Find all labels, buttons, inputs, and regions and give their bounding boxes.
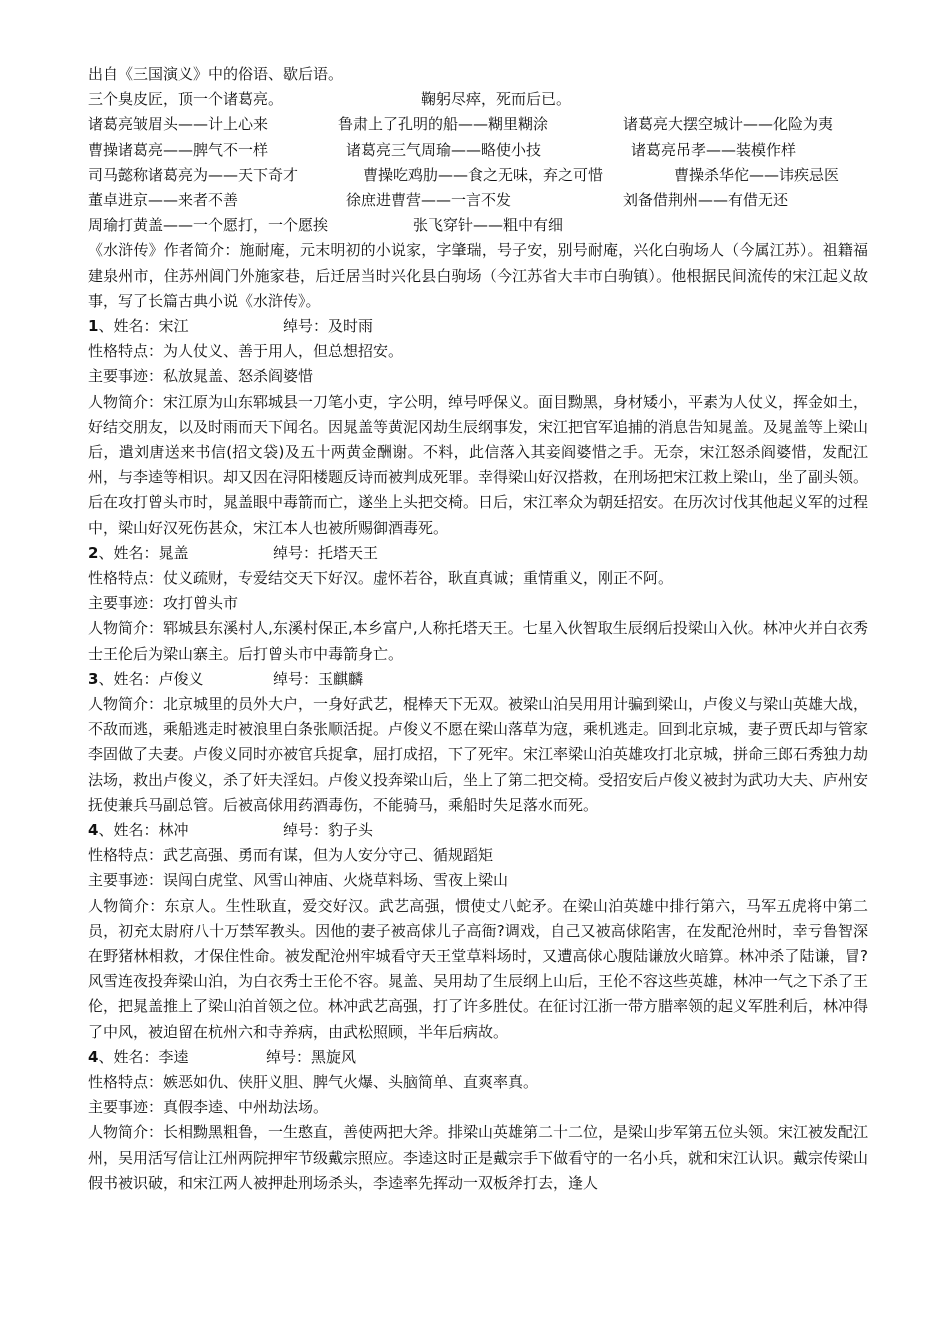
character-nickname: 绰号：及时雨 xyxy=(283,316,374,335)
proverb: 曹操诸葛亮——脾气不一样 xyxy=(88,140,269,159)
character-header xyxy=(88,667,868,692)
character-traits: 性格特点：嫉恶如仇、侠肝义胆、脾气火爆、头脑简单、直爽率真。 xyxy=(88,1072,539,1091)
proverb: 曹操吃鸡肋——食之无味，弃之可惜 xyxy=(363,165,604,184)
character-deeds: 主要事迹：误闯白虎堂、风雪山神庙、火烧草料场、雪夜上梁山 xyxy=(88,871,509,890)
character-number: 4 xyxy=(88,1047,99,1066)
character-header xyxy=(88,541,868,566)
character-nickname: 绰号：黑旋风 xyxy=(266,1047,357,1066)
proverb: 徐庶进曹营——一言不发 xyxy=(346,190,512,209)
proverb-row xyxy=(88,188,868,213)
intro-line: 出自《三国演义》中的俗语、歇后语。 xyxy=(88,65,344,83)
proverb: 张飞穿针——粗中有细 xyxy=(413,216,564,235)
proverb-row xyxy=(88,213,868,238)
document-page xyxy=(88,62,868,1196)
character-entry xyxy=(88,541,868,667)
proverb-row xyxy=(88,163,868,188)
character-bio: 人物简介：长相黝黑粗鲁，一生憨直，善使两把大斧。排梁山英雄第二十二位，是梁山步军第五位头领。宋江被发配江州，吴用活写信让江州两院押牢节级戴宗照应。李逵这时正是戴宗手下做看守的一名小兵，就和宋江认识。戴宗传梁山假书被识破，和宋江两人被押赴刑场杀头，李逵率先挥动一双板斧打去，逢人 xyxy=(88,1123,869,1192)
character-traits: 性格特点：武艺高强、勇而有谋，但为人安分守己、循规蹈矩 xyxy=(88,846,494,865)
character-nickname: 绰号：玉麒麟 xyxy=(273,669,364,688)
character-entry xyxy=(88,314,868,541)
proverb-row xyxy=(88,87,868,112)
character-header xyxy=(88,818,868,843)
character-name: 、姓名：晁盖 xyxy=(98,543,189,562)
proverb-row xyxy=(88,112,868,137)
character-header xyxy=(88,314,868,339)
character-nickname: 绰号：托塔天王 xyxy=(273,543,379,562)
proverb: 刘备借荆州——有借无还 xyxy=(623,190,789,209)
character-name: 、姓名：林冲 xyxy=(98,820,189,839)
character-deeds: 主要事迹：攻打曾头市 xyxy=(88,594,239,613)
character-header xyxy=(88,1045,868,1070)
character-bio: 人物简介：宋江原为山东郓城县一刀笔小吏，字公明，绰号呼保义。面目黝黑，身材矮小，平素为人仗义，挥金如土，好结交朋友，以及时雨而天下闻名。因晁盖等黄泥冈劫生辰纲事发，宋江把官军追捕的消息告知晁盖。及晁盖等上梁山后，遣刘唐送来书信(招文袋)及五十两黄金酬谢。不料，此信落入其妾阎婆惜之手。无奈，宋江怒杀阎婆惜，发配江州，与李逵等相识。却又因在浔阳楼题反诗而被判成死罪。幸得梁山好汉搭救，在刑场把宋江救上梁山，坐了副头领。后在攻打曾头市时，晁盖眼中毒箭而亡，遂坐上头把交椅。日后，宋江率众为朝廷招安。在历次讨伐其他起义军的过程中，梁山好汉死伤甚众，宋江本人也被所赐御酒毒死。 xyxy=(88,392,869,537)
character-bio: 人物简介：郓城县东溪村人,东溪村保正,本乡富户,人称托塔天王。七星入伙智取生辰纲后投梁山入伙。林冲火并白衣秀士王伦后为梁山寨主。后打曾头市中毒箭身亡。 xyxy=(88,619,868,663)
character-name: 、姓名：卢俊义 xyxy=(98,669,204,688)
proverb: 鲁肃上了孔明的船——糊里糊涂 xyxy=(338,115,549,134)
proverb: 董卓进京——来者不善 xyxy=(88,190,239,209)
character-entry xyxy=(88,667,868,818)
author-intro: 《水浒传》作者简介：施耐庵，元末明初的小说家，字肇瑞，号子安，别号耐庵，兴化白驹场人（今属江苏）。祖籍福建泉州市，住苏州阊门外施家巷，后迁居当时兴化县白驹场（今江苏省大丰市白驹镇）。他根据民间流传的宋江起义故事，写了长篇古典小说《水浒传》。 xyxy=(88,241,868,310)
character-traits: 性格特点：为人仗义、善于用人，但总想招安。 xyxy=(88,342,404,361)
proverb: 司马懿称诸葛亮为——天下奇才 xyxy=(88,165,299,184)
character-number: 3 xyxy=(88,669,99,688)
proverb: 诸葛亮吊孝——装模作样 xyxy=(631,140,797,159)
proverb: 诸葛亮大摆空城计——化险为夷 xyxy=(623,115,834,134)
proverb: 三个臭皮匠，顶一个诸葛亮。 xyxy=(88,90,284,109)
character-deeds: 主要事迹：私放晁盖、怒杀阎婆惜 xyxy=(88,367,314,386)
proverb: 诸葛亮皱眉头——计上心来 xyxy=(88,115,269,134)
character-traits: 性格特点：仗义疏财，专爱结交天下好汉。虚怀若谷，耿直真诚；重情重义，刚正不阿。 xyxy=(88,568,674,587)
character-entry xyxy=(88,1045,868,1196)
character-entry xyxy=(88,818,868,1045)
character-nickname: 绰号：豹子头 xyxy=(283,820,374,839)
proverb: 鞠躬尽瘁，死而后已。 xyxy=(421,90,572,109)
character-number: 2 xyxy=(88,543,99,562)
proverb: 诸葛亮三气周瑜——略使小技 xyxy=(346,140,542,159)
character-name: 、姓名：李逵 xyxy=(98,1047,189,1066)
character-number: 4 xyxy=(88,820,99,839)
character-bio: 人物简介：东京人。生性耿直，爱交好汉。武艺高强，惯使丈八蛇矛。在梁山泊英雄中排行第六，马军五虎将中第二员，初充太尉府八十万禁军教头。因他的妻子被高俅儿子高衙?调戏，自己又被高俅陷害，在发配沧州时，幸亏鲁智深在野猪林相救，才保住性命。被发配沧州牢城看守天王堂草料场时，又遭高俅心腹陆谦放火暗算。林冲杀了陆谦，冒?风雪连夜投奔梁山泊，为白衣秀士王伦不容。晁盖、吴用劫了生辰纲上山后，王伦不容这些英雄，林冲一气之下杀了王伦，把晁盖推上了梁山泊首领之位。林冲武艺高强，打了许多胜仗。在征讨江浙一带方腊率领的起义军胜利后，林冲得了中风，被迫留在杭州六和寺养病，由武松照顾，半年后病故。 xyxy=(88,896,869,1041)
proverb: 周瑜打黄盖——一个愿打，一个愿挨 xyxy=(88,216,329,235)
character-number: 1 xyxy=(88,316,99,335)
character-bio: 人物简介：北京城里的员外大户，一身好武艺，棍棒天下无双。被梁山泊吴用用计骗到梁山，卢俊义与梁山英雄大战，不敌而逃，乘船逃走时被浪里白条张顺活捉。卢俊义不愿在梁山落草为寇，乘机逃走。回到北京城，妻子贾氏却与管家李固做了夫妻。卢俊义同时亦被官兵捉拿，屈打成招，下了死牢。宋江率梁山泊英雄攻打北京城，拼命三郎石秀独力劫法场，救出卢俊义，杀了奸夫淫妇。卢俊义投奔梁山后，坐上了第二把交椅。受招安后卢俊义被封为武功大夫、庐州安抚使兼兵马副总管。后被高俅用药酒毒伤，不能骑马，乘船时失足落水而死。 xyxy=(88,694,869,814)
proverbs-block xyxy=(88,87,868,238)
proverb: 曹操杀华佗——讳疾忌医 xyxy=(674,165,840,184)
character-name: 、姓名：宋江 xyxy=(98,316,189,335)
proverb-row xyxy=(88,138,868,163)
character-deeds: 主要事迹：真假李逵、中州劫法场。 xyxy=(88,1098,329,1117)
